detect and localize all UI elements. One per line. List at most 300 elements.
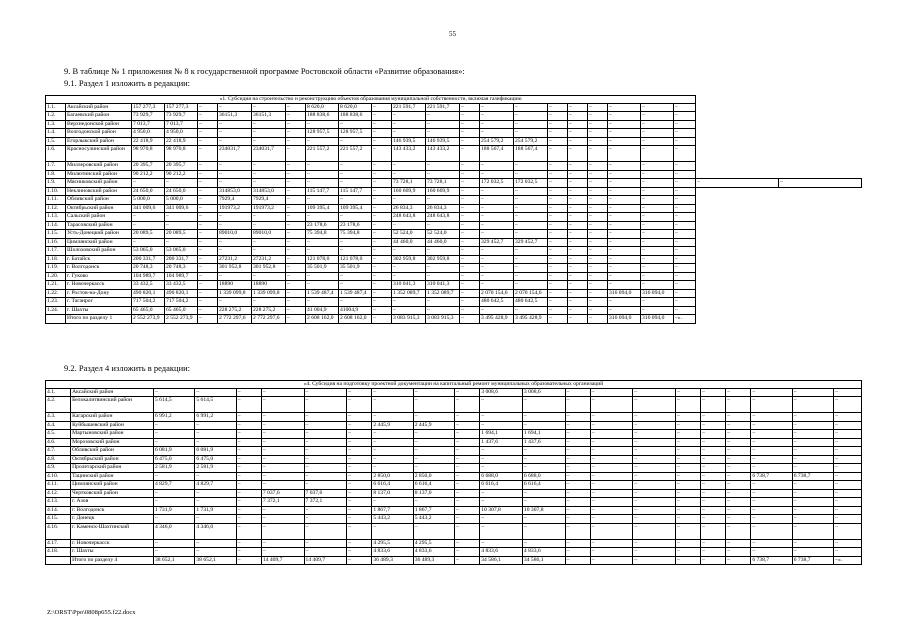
value-cell: – — [480, 170, 514, 179]
row-number-cell: 4.14. — [46, 506, 71, 515]
value-cell: 191973,2 — [218, 204, 252, 213]
value-cell: – — [834, 548, 862, 557]
value-cell: – — [633, 438, 676, 447]
value-cell: – — [834, 438, 862, 447]
value-cell: – — [590, 539, 633, 548]
table-row — [46, 196, 862, 205]
value-cell: – — [751, 438, 792, 447]
value-cell: – — [347, 413, 372, 422]
value-cell: – — [218, 298, 252, 307]
value-cell: – — [514, 120, 548, 129]
value-cell: – — [792, 388, 833, 397]
value-cell: – — [514, 272, 548, 281]
value-cell: – — [261, 413, 304, 422]
value-cell: – — [565, 489, 590, 498]
value-cell: – — [339, 179, 372, 188]
value-cell: – — [792, 447, 833, 456]
value-cell: – — [674, 230, 696, 239]
value-cell: – — [726, 447, 751, 456]
value-cell: – — [347, 556, 372, 565]
value-cell: 4 295,5 — [372, 539, 413, 548]
value-cell: – — [218, 238, 252, 247]
value-cell: – — [286, 298, 306, 307]
value-cell: – — [641, 272, 674, 281]
district-name-cell: г. Шахты — [71, 548, 154, 557]
value-cell: – — [548, 238, 568, 247]
district-name-cell: Обливский район — [66, 196, 132, 205]
value-cell: – — [676, 430, 701, 439]
value-cell: – — [218, 221, 252, 230]
value-cell: – — [339, 238, 372, 247]
value-cell: – — [568, 315, 588, 324]
district-name-cell: Волгодонской район — [66, 129, 132, 138]
value-cell: – — [195, 421, 236, 430]
value-cell: 3 008,6 — [522, 388, 565, 397]
value-cell: – — [480, 489, 523, 498]
value-cell: 6 081,9 — [153, 447, 194, 456]
value-cell: – — [676, 506, 701, 515]
value-cell: – — [751, 498, 792, 507]
value-cell: – — [306, 137, 339, 146]
value-cell: – — [590, 438, 633, 447]
value-cell: 1 437,6 — [522, 438, 565, 447]
value-cell: – — [726, 472, 751, 481]
value-cell: 44 460,0 — [426, 238, 460, 247]
value-cell: – — [608, 230, 641, 239]
row-number-cell: 4.3. — [46, 413, 71, 422]
table-caption-row — [46, 96, 862, 104]
value-cell: 717 504,2 — [132, 298, 165, 307]
value-cell: – — [132, 179, 165, 188]
value-cell: – — [674, 272, 696, 281]
value-cell: – — [568, 221, 588, 230]
value-cell: – — [548, 162, 568, 171]
value-cell: – — [339, 196, 372, 205]
value-cell: – — [676, 447, 701, 456]
row-number-cell: 1.8. — [46, 170, 66, 179]
value-cell: 8 137,0 — [372, 489, 413, 498]
district-name-cell: Аксайский район — [66, 103, 132, 112]
value-cell: – — [460, 146, 480, 162]
value-cell: – — [674, 179, 696, 188]
value-cell: – — [751, 515, 792, 524]
value-cell: – — [726, 455, 751, 464]
row-number-cell: 1.11. — [46, 196, 66, 205]
value-cell: – — [198, 264, 218, 273]
value-cell: – — [304, 413, 347, 422]
value-cell: – — [565, 413, 590, 422]
value-cell: – — [633, 397, 676, 413]
value-cell: – — [568, 112, 588, 121]
value-cell: – — [480, 498, 523, 507]
value-cell: – — [480, 306, 514, 315]
value-cell: – — [834, 539, 862, 548]
row-number-cell: 1.12. — [46, 204, 66, 213]
value-cell: 75 394,8 — [306, 230, 339, 239]
value-cell: 22 418,9 — [132, 137, 165, 146]
value-cell: – — [751, 548, 792, 557]
value-cell: – — [480, 129, 514, 138]
value-cell: – — [676, 556, 701, 565]
value-cell: – — [608, 162, 641, 171]
value-cell: – — [565, 548, 590, 557]
value-cell: – — [286, 187, 306, 196]
district-name-cell: Чертковский район — [71, 489, 154, 498]
value-cell: – — [676, 455, 701, 464]
value-cell: – — [588, 103, 608, 112]
value-cell: – — [480, 213, 514, 222]
value-cell: – — [261, 447, 304, 456]
value-cell: – — [548, 298, 568, 307]
value-cell: – — [252, 179, 286, 188]
value-cell: – — [751, 430, 792, 439]
value-cell: – — [726, 430, 751, 439]
value-cell: – — [792, 506, 833, 515]
value-cell: – — [372, 255, 392, 264]
value-cell: – — [588, 255, 608, 264]
value-cell: 121 078,0 — [306, 255, 339, 264]
value-cell: – — [480, 447, 523, 456]
value-cell: 254 579,2 — [514, 137, 548, 146]
value-cell: 7 372,1 — [261, 498, 304, 507]
value-cell: – — [304, 388, 347, 397]
value-cell: – — [132, 221, 165, 230]
value-cell: – — [480, 272, 514, 281]
value-cell: 109 395,4 — [306, 204, 339, 213]
heading-section-9-1: 9.1. Раздел 1 изложить в редакции: — [64, 78, 191, 88]
district-name-cell: Октябрьский район — [66, 204, 132, 213]
value-cell: – — [372, 264, 392, 273]
value-cell: 53 065,0 — [132, 247, 165, 256]
row-number-cell: 4.12. — [46, 489, 71, 498]
value-cell: – — [565, 523, 590, 539]
value-cell: – — [460, 162, 480, 171]
value-cell: 6 616,4 — [372, 481, 413, 490]
value-cell: – — [480, 230, 514, 239]
value-cell: – — [236, 472, 261, 481]
value-cell: – — [792, 481, 833, 490]
value-cell: – — [339, 213, 372, 222]
value-cell: – — [792, 455, 833, 464]
value-cell: 10 307,8 — [480, 506, 523, 515]
value-cell: – — [372, 523, 413, 539]
value-cell: – — [590, 421, 633, 430]
value-cell: – — [252, 213, 286, 222]
value-cell: – — [701, 489, 726, 498]
district-name-cell: Милютинский район — [66, 170, 132, 179]
value-cell: – — [565, 506, 590, 515]
value-cell: – — [568, 264, 588, 273]
value-cell: 6 616,4 — [413, 481, 454, 490]
value-cell: – — [304, 481, 347, 490]
value-cell: – — [195, 430, 236, 439]
value-cell: – — [198, 289, 218, 298]
value-cell: – — [590, 388, 633, 397]
value-cell: 1 731,9 — [153, 506, 194, 515]
value-cell: – — [252, 298, 286, 307]
value-cell: – — [372, 137, 392, 146]
value-cell: 8 620,0 — [339, 103, 372, 112]
value-cell: – — [565, 515, 590, 524]
value-cell: – — [372, 221, 392, 230]
value-cell: – — [588, 281, 608, 290]
value-cell: – — [286, 204, 306, 213]
value-cell: – — [726, 548, 751, 557]
value-cell: – — [588, 238, 608, 247]
value-cell: – — [590, 430, 633, 439]
value-cell: – — [590, 397, 633, 413]
value-cell: – — [347, 388, 372, 397]
value-cell: 1 694,1 — [480, 430, 523, 439]
value-cell: 221 557,2 — [306, 146, 339, 162]
value-cell: – — [701, 413, 726, 422]
value-cell: – — [261, 464, 304, 473]
district-name-cell: г. Новочеркасск — [71, 539, 154, 548]
table-row — [46, 103, 862, 112]
table-row — [46, 481, 862, 490]
table-row — [46, 515, 862, 524]
row-number-cell: 1.20. — [46, 272, 66, 281]
value-cell: – — [236, 464, 261, 473]
value-cell: – — [198, 112, 218, 121]
value-cell: – — [392, 306, 426, 315]
value-cell: 234031,7 — [252, 146, 286, 162]
value-cell: 310 041,3 — [426, 281, 460, 290]
value-cell: 20 748,3 — [132, 264, 165, 273]
value-cell: – — [674, 306, 696, 315]
value-cell: – — [676, 481, 701, 490]
value-cell: 41004,9 — [339, 306, 372, 315]
value-cell: – — [548, 170, 568, 179]
value-cell: – — [372, 281, 392, 290]
value-cell: – — [372, 179, 392, 188]
value-cell: – — [608, 238, 641, 247]
value-cell: – — [590, 455, 633, 464]
value-cell: 3 008,6 — [480, 388, 523, 397]
value-cell: – — [514, 196, 548, 205]
value-cell: – — [633, 447, 676, 456]
value-cell: – — [286, 146, 306, 162]
table-caption-row — [46, 381, 862, 389]
district-name-cell: г. Азов — [71, 498, 154, 507]
district-name-cell: Аксайский район — [71, 388, 154, 397]
value-cell: 90 212,2 — [132, 170, 165, 179]
value-cell: – — [372, 298, 392, 307]
value-cell: – — [726, 464, 751, 473]
value-cell: – — [236, 413, 261, 422]
value-cell: – — [641, 146, 674, 162]
value-cell: – — [261, 397, 304, 413]
value-cell: – — [514, 162, 548, 171]
value-cell: – — [198, 298, 218, 307]
value-cell: – — [455, 489, 480, 498]
value-cell: 18890 — [218, 281, 252, 290]
table-row — [46, 298, 862, 307]
value-cell: – — [306, 238, 339, 247]
value-cell: 5 614,5 — [153, 397, 194, 413]
value-cell: – — [426, 298, 460, 307]
row-number-cell: 4.7. — [46, 447, 71, 456]
value-cell: – — [676, 523, 701, 539]
value-cell: 1 339 099,8 — [252, 289, 286, 298]
value-cell: – — [339, 162, 372, 171]
value-cell: – — [674, 120, 696, 129]
value-cell: – — [218, 103, 252, 112]
value-cell: – — [153, 548, 194, 557]
value-cell: – — [548, 103, 568, 112]
value-cell: – — [751, 523, 792, 539]
value-cell: – — [568, 255, 588, 264]
value-cell: – — [413, 523, 454, 539]
value-cell: – — [347, 523, 372, 539]
district-name-cell: Итого по разделу 4 — [71, 556, 154, 565]
table-row — [46, 170, 862, 179]
value-cell: 341 009,6 — [132, 204, 165, 213]
value-cell: – — [426, 306, 460, 315]
value-cell: 89010,0 — [218, 230, 252, 239]
value-cell: – — [590, 548, 633, 557]
value-cell: – — [590, 413, 633, 422]
value-cell: 221 557,2 — [339, 146, 372, 162]
district-name-cell: Сальский район — [66, 213, 132, 222]
district-name-cell: Тарасовский район — [66, 221, 132, 230]
value-cell: – — [455, 506, 480, 515]
value-cell: 1 694,1 — [522, 430, 565, 439]
value-cell: 302 959,8 — [426, 255, 460, 264]
value-cell: 5 000,0 — [165, 196, 198, 205]
value-cell: – — [286, 112, 306, 121]
value-cell: – — [347, 489, 372, 498]
value-cell: – — [347, 397, 372, 413]
table-row — [46, 506, 862, 515]
value-cell: – — [426, 170, 460, 179]
value-cell: – — [590, 481, 633, 490]
value-cell: 44 460,0 — [392, 238, 426, 247]
value-cell: – — [641, 238, 674, 247]
row-number-cell: 4.17. — [46, 539, 71, 548]
value-cell: – — [701, 447, 726, 456]
value-cell: – — [633, 539, 676, 548]
district-name-cell: г. Донецк — [71, 515, 154, 524]
value-cell: 4 833,6 — [372, 548, 413, 557]
value-cell: – — [218, 120, 252, 129]
value-cell: – — [633, 498, 676, 507]
value-cell: – — [198, 204, 218, 213]
value-cell: – — [548, 204, 568, 213]
row-number-cell: 4.6. — [46, 438, 71, 447]
value-cell: – — [218, 170, 252, 179]
value-cell: – — [304, 421, 347, 430]
value-cell: 18890 — [252, 281, 286, 290]
value-cell: – — [455, 447, 480, 456]
value-cell: – — [674, 103, 696, 112]
value-cell: – — [792, 413, 833, 422]
value-cell: – — [218, 162, 252, 171]
value-cell: – — [568, 238, 588, 247]
table-caption: «1. Субсидия на строительство и реконструкцию объектов образования муниципальной собственности, включая газификацию — [46, 96, 696, 104]
value-cell: – — [641, 221, 674, 230]
table-row — [46, 523, 862, 539]
value-cell: 89010,0 — [252, 230, 286, 239]
value-cell: – — [252, 137, 286, 146]
value-cell: – — [590, 515, 633, 524]
value-cell: 302 959,8 — [392, 255, 426, 264]
value-cell: 146 939,5 — [392, 137, 426, 146]
value-cell: – — [565, 539, 590, 548]
value-cell: 316 094,0 — [641, 289, 674, 298]
value-cell: – — [514, 264, 548, 273]
value-cell: 191973,2 — [252, 204, 286, 213]
value-cell: – — [198, 179, 218, 188]
table-row — [46, 112, 862, 121]
value-cell: – — [372, 196, 392, 205]
value-cell: – — [701, 438, 726, 447]
value-cell: 6 991,2 — [195, 413, 236, 422]
value-cell: – — [392, 298, 426, 307]
value-cell: – — [455, 397, 480, 413]
value-cell: – — [590, 556, 633, 565]
value-cell: – — [460, 289, 480, 298]
value-cell: – — [195, 548, 236, 557]
value-cell: – — [413, 447, 454, 456]
district-name-cell: г. Гуково — [66, 272, 132, 281]
value-cell: – — [304, 523, 347, 539]
value-cell: 3 083 915,3 — [426, 315, 460, 324]
value-cell: 104 989,7 — [132, 272, 165, 281]
value-cell: – — [568, 289, 588, 298]
value-cell: – — [633, 430, 676, 439]
district-name-cell: Усть-Донецкий район — [66, 230, 132, 239]
value-cell: 314853,0 — [218, 187, 252, 196]
value-cell: – — [568, 272, 588, 281]
value-cell: – — [236, 523, 261, 539]
value-cell: – — [588, 264, 608, 273]
row-number-cell: 1.18. — [46, 255, 66, 264]
value-cell: – — [674, 170, 696, 179]
value-cell: – — [726, 498, 751, 507]
value-cell: – — [751, 421, 792, 430]
value-cell: – — [834, 506, 862, 515]
value-cell: – — [347, 498, 372, 507]
district-name-cell: г. Волгодонск — [71, 506, 154, 515]
value-cell: – — [548, 112, 568, 121]
row-number-cell: 4.4. — [46, 421, 71, 430]
value-cell: 6 738,7 — [751, 472, 792, 481]
value-cell: 143 433,2 — [426, 146, 460, 162]
value-cell: 98 970,8 — [165, 146, 198, 162]
value-cell: 52 524,0 — [426, 230, 460, 239]
district-name-cell: Верхнедонской район — [66, 120, 132, 129]
value-cell: – — [347, 455, 372, 464]
value-cell: – — [413, 498, 454, 507]
value-cell: – — [834, 430, 862, 439]
value-cell: 4 950,0 — [165, 129, 198, 138]
value-cell: – — [568, 247, 588, 256]
value-cell: – — [372, 272, 392, 281]
value-cell: 73 929,7 — [132, 112, 165, 121]
value-cell: – — [195, 472, 236, 481]
value-cell: – — [674, 238, 696, 247]
value-cell: – — [236, 539, 261, 548]
value-cell: – — [198, 129, 218, 138]
table-row — [46, 447, 862, 456]
value-cell: – — [751, 539, 792, 548]
value-cell: 7 013,7 — [132, 120, 165, 129]
value-cell: – — [641, 230, 674, 239]
table-row — [46, 281, 862, 290]
table-row — [46, 498, 862, 507]
value-cell: – — [834, 489, 862, 498]
